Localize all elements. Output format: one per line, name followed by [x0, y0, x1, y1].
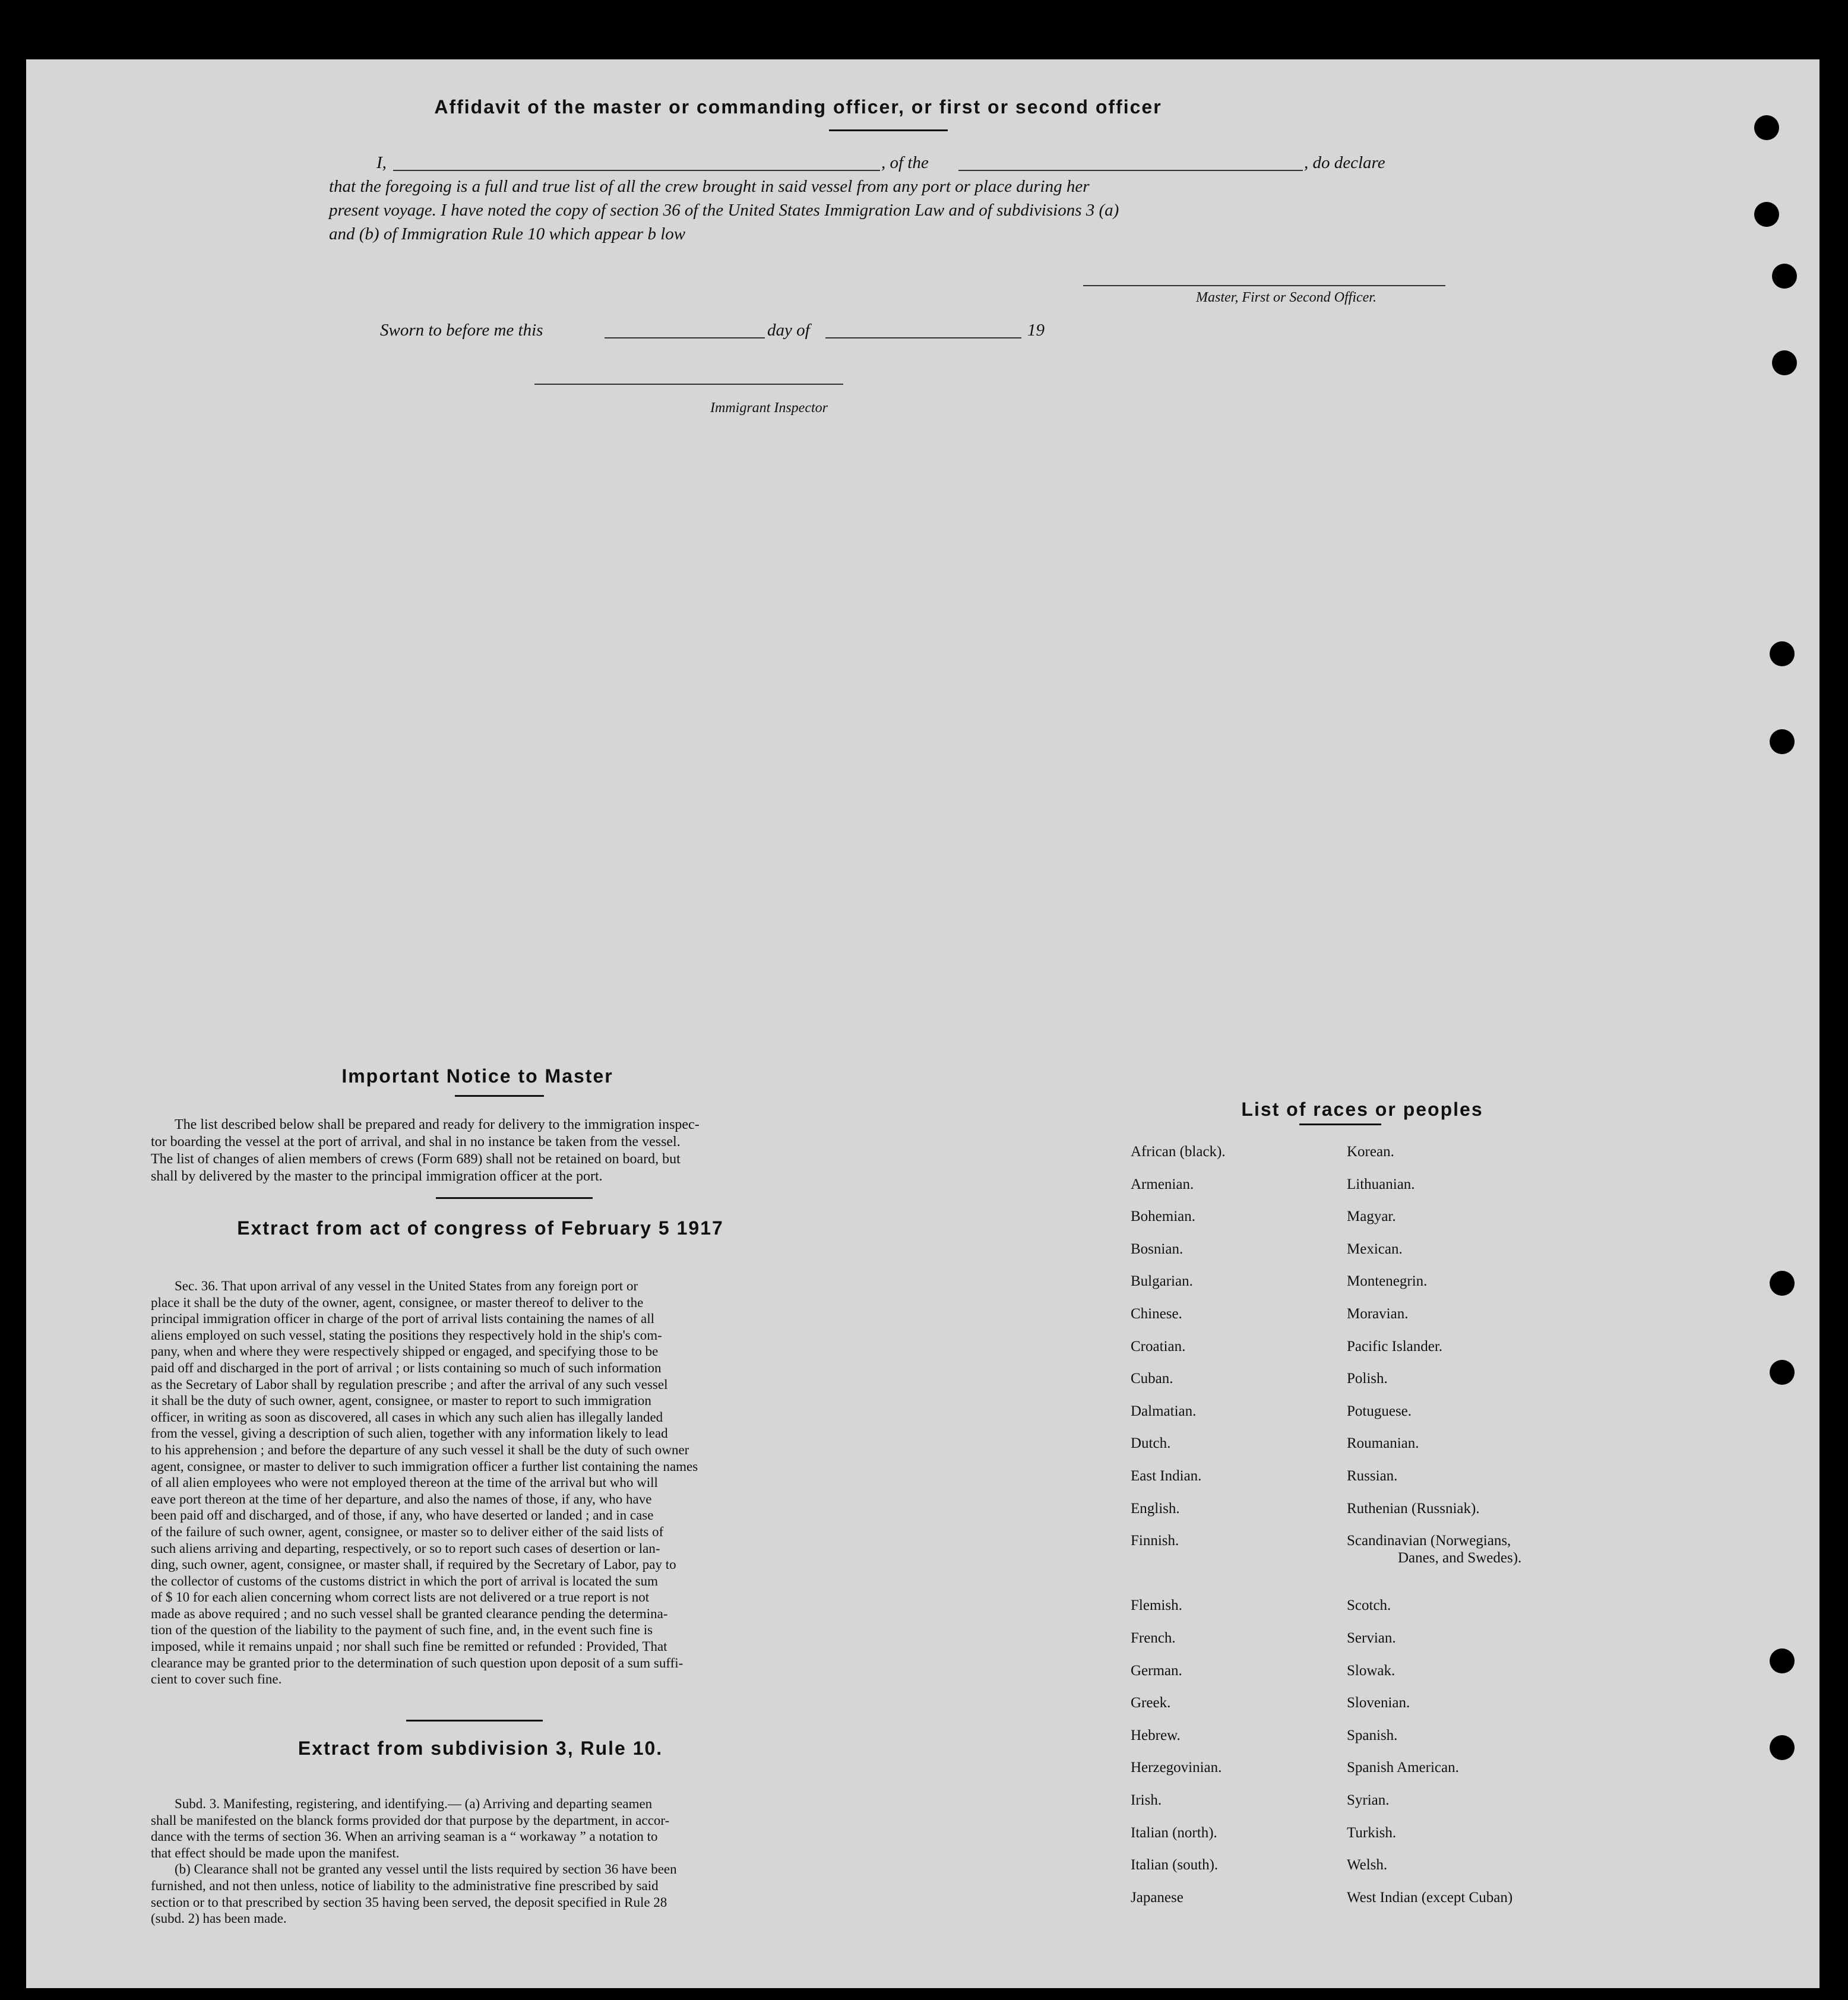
affidavit-line-1	[376, 153, 1505, 177]
race-right-item: Moravian.	[1347, 1306, 1409, 1322]
race-right-item: Scandinavian (Norwegians,	[1347, 1533, 1511, 1549]
extract-act-line: imposed, while it remains unpaid ; nor shall such fine be remitted or refunded : Provided, That	[151, 1639, 667, 1654]
binder-hole	[1754, 115, 1779, 140]
extract-act-line: from the vessel, giving a description of such alien, together with any information likely to lead	[151, 1426, 668, 1441]
race-right-item: Lithuanian.	[1347, 1176, 1415, 1192]
extract-act-line: to his apprehension ; and before the departure of any such vessel it shall be the duty of such owner	[151, 1442, 689, 1457]
race-right-item: Slowak.	[1347, 1662, 1396, 1679]
extract-rule-line: that effect should be made upon the manifest.	[151, 1845, 400, 1860]
race-left-item: African (black).	[1131, 1144, 1226, 1160]
notice-body	[151, 1116, 846, 1185]
extract-rule-line: shall be manifested on the blanck forms provided dor that purpose by the department, in accor-	[151, 1812, 670, 1828]
race-left-item: Italian (south).	[1131, 1857, 1219, 1874]
race-right-item: Montenegrin.	[1347, 1273, 1428, 1290]
extract-act-line: of $ 10 for each alien concerning whom correct lists are not delivered or a true report is not	[151, 1590, 650, 1605]
race-left-item: Herzegovinian.	[1131, 1760, 1222, 1776]
binder-hole	[1772, 350, 1797, 375]
race-right-item: Korean.	[1347, 1144, 1394, 1160]
extract-act-body	[151, 1278, 846, 1688]
race-right-item: Magyar.	[1347, 1208, 1396, 1225]
extract-act-line: Sec. 36. That upon arrival of any vessel in the United States from any foreign port or	[175, 1279, 638, 1293]
label-i: I,	[376, 153, 387, 172]
title-underline	[829, 129, 948, 131]
race-left-item: Bosnian.	[1131, 1240, 1184, 1257]
race-right-item: Spanish.	[1347, 1727, 1398, 1743]
binder-hole	[1754, 202, 1779, 227]
extract-act-line: eave port thereon at the time of her departure, and also the names of those, if any, who have	[151, 1491, 652, 1507]
extract-act-line: the collector of customs of the customs district in which the port of arrival is located the sum	[151, 1573, 658, 1588]
notice-line: tor boarding the vessel at the port of arrival, and shal in no instance be taken from the vessel.	[151, 1134, 681, 1150]
race-right-item: Ruthenian (Russniak).	[1347, 1500, 1480, 1517]
extract-act-line: tion of the question of the liability to the payment of such fine, and, in the event such fine is	[151, 1622, 653, 1638]
extract-rule-line: section or to that prescribed by section 35 having been served, the deposit specified in Rule 28	[151, 1894, 667, 1910]
declaration-text-1: that the foregoing is a full and true list of all the crew brought in said vessel from any port or place during her	[329, 177, 1090, 196]
race-left-item: German.	[1131, 1662, 1182, 1679]
notice-line: The list described below shall be prepared and ready for delivery to the immigration inspec-	[175, 1117, 700, 1132]
extract-rule-line: dance with the terms of section 36. When an arriving seaman is a “ workaway ” a notation to	[151, 1829, 658, 1844]
label-day-of: day of	[767, 321, 810, 340]
race-left-item: Croatian.	[1131, 1338, 1186, 1355]
master-signature-line[interactable]	[1083, 285, 1445, 286]
race-left-item: Flemish.	[1131, 1597, 1182, 1614]
label-sworn: Sworn to before me this	[380, 321, 543, 340]
race-left-item: Armenian.	[1131, 1176, 1194, 1192]
form-page	[26, 59, 1819, 1988]
extract-act-line: made as above required ; and no such vessel shall be granted clearance pending the determina-	[151, 1606, 668, 1621]
race-left-item: Greek.	[1131, 1695, 1171, 1711]
race-left-item: French.	[1131, 1630, 1176, 1646]
race-right-item: Potuguese.	[1347, 1403, 1412, 1419]
race-right-item: Roumanian.	[1347, 1435, 1419, 1452]
vessel-field[interactable]	[958, 170, 1303, 171]
race-left-item: Finnish.	[1131, 1533, 1179, 1549]
race-left-item: Dalmatian.	[1131, 1403, 1197, 1419]
extract-rule-line: Subd. 3. Manifesting, registering, and identifying.— (a) Arriving and departing seamen	[175, 1796, 653, 1811]
sworn-day-field[interactable]	[605, 337, 765, 338]
binder-hole	[1770, 1360, 1795, 1385]
extract-act-line: as the Secretary of Labor shall by regulation prescribe ; and after the arrival of any such vessel	[151, 1376, 668, 1392]
binder-hole	[1770, 1648, 1795, 1673]
race-left-item: Hebrew.	[1131, 1727, 1181, 1743]
race-right-item: Mexican.	[1347, 1240, 1403, 1257]
extract-act-line: cient to cover such fine.	[151, 1672, 282, 1687]
race-left-item: Italian (north).	[1131, 1824, 1217, 1841]
extract-act-line: principal immigration officer in charge of the port of arrival lists containing the names of all	[151, 1311, 654, 1327]
race-right-item: West Indian (except Cuban)	[1347, 1889, 1513, 1906]
extract-rule-body	[151, 1796, 846, 1927]
label-do-declare: , do declare	[1304, 153, 1385, 172]
race-left-item: Japanese	[1131, 1889, 1184, 1906]
affidavit-title: Affidavit of the master or commanding officer, or first or second officer	[434, 96, 1162, 118]
declaration-text-2: present voyage. I have noted the copy of section 36 of the United States Immigration Law and of subdivisions 3 (a)	[329, 201, 1119, 220]
races-underline	[1299, 1124, 1381, 1125]
extract-rule-line: furnished, and not then unless, notice of liability to the administrative fine prescribed by said	[151, 1878, 659, 1893]
extract-act-line: place it shall be the duty of the owner, agent, consignee, or master thereof to deliver to the	[151, 1295, 644, 1310]
race-left-item: Dutch.	[1131, 1435, 1171, 1452]
notice-title: Important Notice to Master	[341, 1065, 613, 1087]
race-right-item: Scotch.	[1347, 1597, 1391, 1614]
extract-act-line: of the failure of such owner, agent, consignee, or master so to deliver either of the said lists of	[151, 1524, 664, 1539]
extract-rule-title: Extract from subdivision 3, Rule 10.	[298, 1738, 663, 1759]
extract-act-line: been paid off and discharged, and of those, if any, who have deserted or landed ; and in case	[151, 1508, 654, 1523]
race-right-item: Welsh.	[1347, 1857, 1388, 1874]
notice-line: The list of changes of alien members of crews (Form 689) shall not be retained on board, but	[151, 1151, 681, 1167]
separator-rule	[406, 1720, 543, 1721]
extract-act-title: Extract from act of congress of February 5 1917	[237, 1217, 724, 1239]
sworn-line	[380, 321, 1152, 344]
separator-rule	[436, 1197, 593, 1199]
extract-act-line: of all alien employees who were not employed thereon at the time of the arrival but who will	[151, 1475, 658, 1490]
extract-rule-line: (subd. 2) has been made.	[151, 1911, 287, 1926]
extract-act-line: aliens employed on such vessel, stating the positions they respectively hold in the ship's com-	[151, 1327, 662, 1343]
race-right-item: Polish.	[1347, 1371, 1388, 1387]
extract-rule-line: (b) Clearance shall not be granted any vessel until the lists required by section 36 have been	[175, 1862, 677, 1877]
race-right-item: Russian.	[1347, 1468, 1398, 1484]
sworn-month-field[interactable]	[825, 337, 1021, 338]
race-right-item: Turkish.	[1347, 1824, 1397, 1841]
inspector-signature-line[interactable]	[534, 384, 843, 385]
label-year: 19	[1027, 321, 1045, 340]
extract-act-line: it shall be the duty of such owner, agent, consignee, or master to report to such immigration	[151, 1393, 651, 1409]
extract-act-line: agent, consignee, or master to deliver to such immigration officer a further list containing the names	[151, 1458, 698, 1474]
master-signature-label: Master, First or Second Officer.	[1196, 290, 1376, 305]
extract-act-line: such aliens arriving and departing, respectively, or so to report such cases of desertion or lan-	[151, 1540, 660, 1556]
extract-act-line: ding, such owner, agent, consignee, or master shall, if required by the Secretary of Labor, pay to	[151, 1557, 676, 1572]
race-left-item: Bohemian.	[1131, 1208, 1196, 1225]
race-right-item: Servian.	[1347, 1630, 1396, 1646]
binder-hole	[1770, 1271, 1795, 1296]
race-left-item: English.	[1131, 1500, 1180, 1517]
binder-hole	[1772, 264, 1797, 289]
declaration-text-3: and (b) of Immigration Rule 10 which appear b low	[329, 224, 686, 243]
inspector-label: Immigrant Inspector	[710, 400, 828, 416]
race-left-item: Bulgarian.	[1131, 1273, 1193, 1290]
name-field[interactable]	[393, 170, 880, 171]
notice-line: shall by delivered by the master to the principal immigration officer at the port.	[151, 1169, 603, 1184]
race-left-item: East Indian.	[1131, 1468, 1202, 1484]
extract-act-line: paid off and discharged in the port of arrival ; or lists containing so much of such information	[151, 1360, 662, 1375]
race-right-item: Pacific Islander.	[1347, 1338, 1443, 1355]
race-right-item: Danes, and Swedes).	[1398, 1549, 1522, 1566]
binder-hole	[1770, 729, 1795, 754]
extract-act-line: officer, in writing as soon as discovered, all cases in which any such alien has illegally landed	[151, 1409, 663, 1425]
race-left-item: Chinese.	[1131, 1306, 1182, 1322]
notice-underline	[455, 1095, 544, 1097]
race-left-item: Irish.	[1131, 1792, 1162, 1808]
binder-hole	[1770, 641, 1795, 666]
binder-hole	[1770, 1735, 1795, 1760]
race-right-item: Syrian.	[1347, 1792, 1390, 1808]
extract-act-line: pany, when and where they were respectively shipped or engaged, and specifying those to be	[151, 1344, 659, 1359]
race-right-item: Slovenian.	[1347, 1695, 1410, 1711]
race-right-item: Spanish American.	[1347, 1760, 1459, 1776]
label-of-the: , of the	[881, 153, 929, 172]
races-title: List of races or peoples	[1241, 1099, 1483, 1120]
race-left-item: Cuban.	[1131, 1371, 1173, 1387]
extract-act-line: clearance may be granted prior to the determination of such question upon deposit of a sum suffi-	[151, 1655, 683, 1670]
